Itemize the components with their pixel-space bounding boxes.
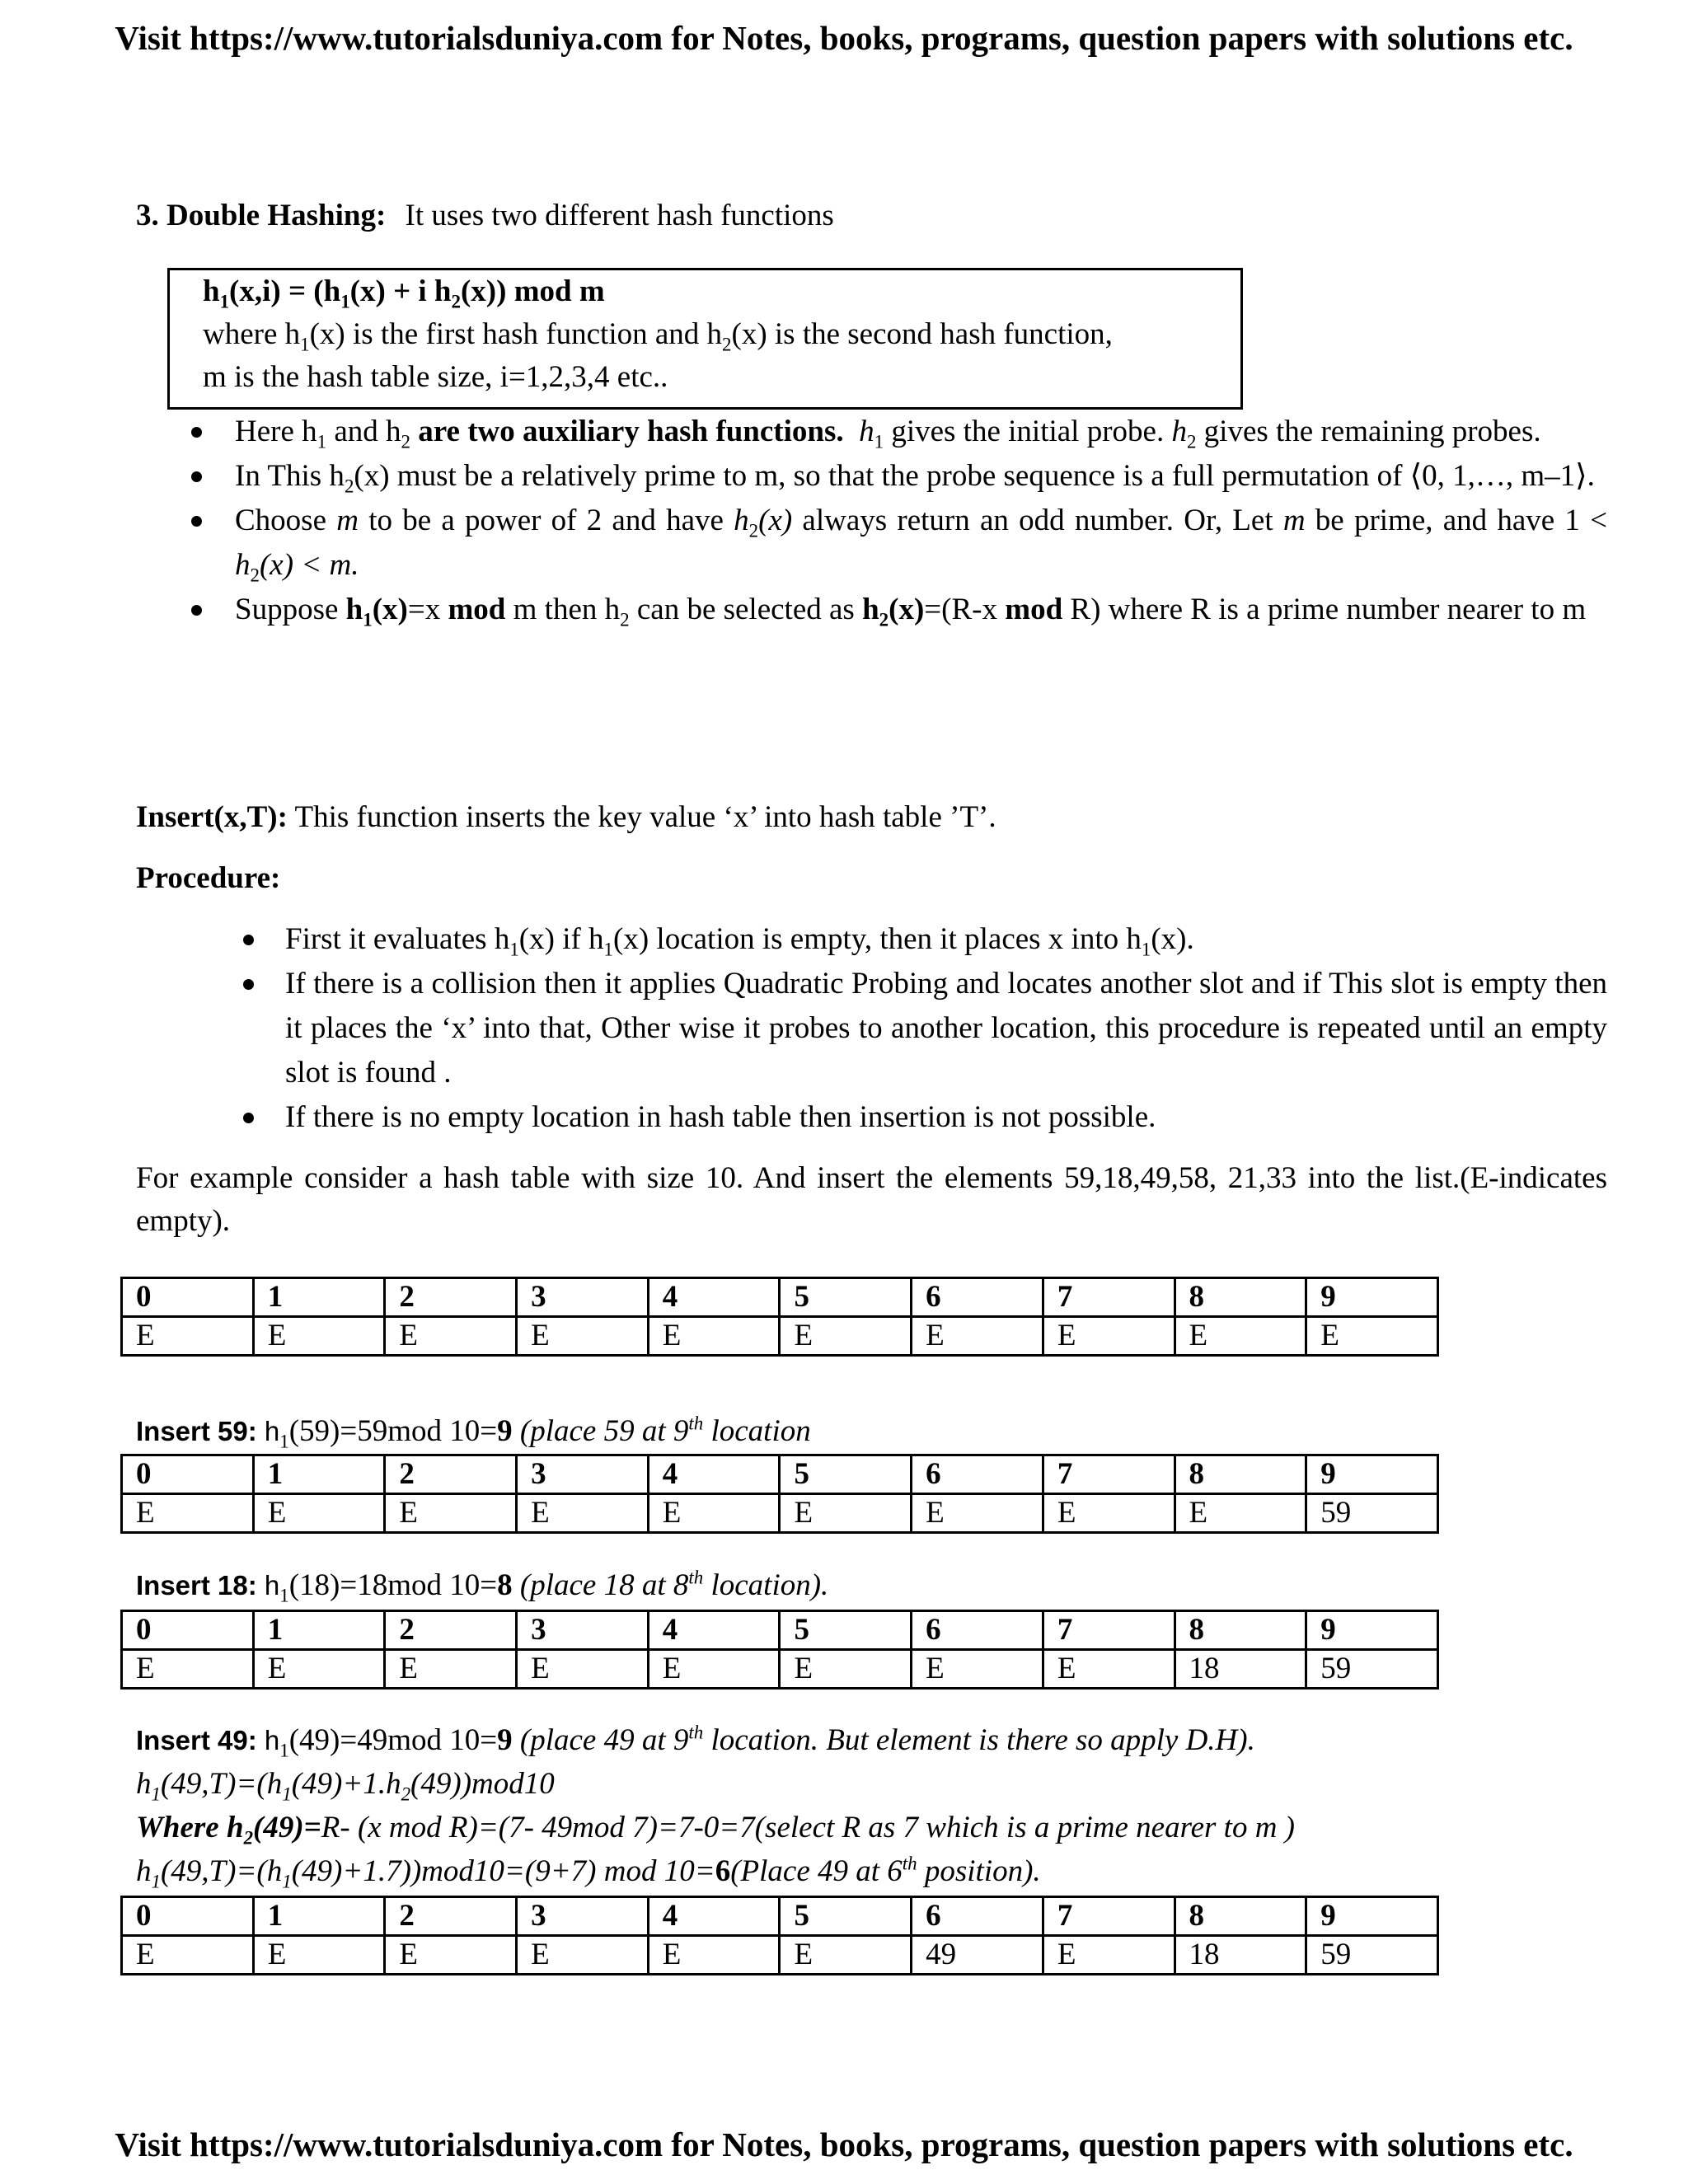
value-cell: E <box>780 1494 912 1533</box>
value-cell: E <box>122 1317 254 1356</box>
procedure-steps <box>285 917 1607 1140</box>
value-cell: E <box>912 1317 1043 1356</box>
value-cell: E <box>1175 1317 1306 1356</box>
index-cell: 9 <box>1306 1278 1438 1317</box>
list-item: In This $h_2(x)$ must be a relatively prime to m, so that the probe sequence is a full permutation of ⟨0, 1,…, m–1⟩. <box>235 454 1607 499</box>
index-cell: 5 <box>780 1611 912 1650</box>
hash-table-after-49 <box>120 1896 1439 1975</box>
final-probe-calculation: $h_1(49,T)=(h_1(49)+1.7))mod10=(9+7)$ mod 10=6(Place 49 at 6th position). <box>136 1853 1041 1892</box>
double-hash-formula: $h_1(49,T)=(h_1(49)+1.h_2(49))mod10$ <box>136 1767 555 1805</box>
index-cell: 0 <box>122 1611 254 1650</box>
example-text: For example consider a hash table with size 10. And insert the elements 59,18,49,58, 21,33 into the list.(E-indicates empty). <box>136 1161 1607 1238</box>
formula-params: m is the hash table size, i=1,2,3,4 etc.. <box>203 360 668 394</box>
index-cell: 1 <box>253 1455 385 1494</box>
value-cell: E <box>517 1650 649 1689</box>
index-cell: 7 <box>1043 1611 1175 1650</box>
value-cell: E <box>648 1650 780 1689</box>
value-cell: E <box>780 1650 912 1689</box>
index-cell: 0 <box>122 1897 254 1936</box>
insert-49-step <box>136 1718 1295 1893</box>
value-cell: E <box>122 1936 254 1975</box>
value-cell: E <box>1175 1494 1306 1533</box>
index-cell: 4 <box>648 1897 780 1936</box>
value-cell: E <box>648 1317 780 1356</box>
index-cell: 7 <box>1043 1455 1175 1494</box>
index-cell: 5 <box>780 1897 912 1936</box>
index-cell: 2 <box>385 1611 517 1650</box>
index-cell: 4 <box>648 1278 780 1317</box>
value-cell: 18 <box>1175 1936 1306 1975</box>
index-cell: 2 <box>385 1897 517 1936</box>
index-cell: 1 <box>253 1897 385 1936</box>
index-cell: 3 <box>517 1278 649 1317</box>
index-cell: 3 <box>517 1897 649 1936</box>
index-cell: 2 <box>385 1278 517 1317</box>
list-item: If there is a collision then it applies Quadratic Probing and locates another slot and if This slot is empty then it places the ‘x’ into that, Other wise it probes to another location, this procedure is repeated until an empty slot is found . <box>285 962 1607 1095</box>
index-cell: 7 <box>1043 1278 1175 1317</box>
value-cell: E <box>517 1936 649 1975</box>
section-heading <box>136 194 834 237</box>
index-cell: 8 <box>1175 1278 1306 1317</box>
section-intro: It uses two different hash functions <box>405 199 834 232</box>
index-cell: 1 <box>253 1611 385 1650</box>
index-cell: 9 <box>1306 1611 1438 1650</box>
index-cell: 5 <box>780 1455 912 1494</box>
value-cell: E <box>780 1317 912 1356</box>
value-cell: E <box>1043 1650 1175 1689</box>
value-cell: E <box>648 1936 780 1975</box>
value-cell: 59 <box>1306 1494 1438 1533</box>
list-item: Suppose $h_1(x)=x$ mod m then $h_2$ can be selected as $h_2(x)=(R-x$ mod R) where R is a prime number nearer to m <box>235 588 1607 632</box>
index-cell: 5 <box>780 1278 912 1317</box>
value-cell: E <box>122 1494 254 1533</box>
value-cell: E <box>912 1494 1043 1533</box>
index-cell: 4 <box>648 1455 780 1494</box>
insert-label: Insert(x,T): <box>136 800 288 834</box>
value-cell: E <box>1043 1317 1175 1356</box>
index-cell: 7 <box>1043 1897 1175 1936</box>
index-cell: 6 <box>912 1278 1043 1317</box>
index-cell: 9 <box>1306 1455 1438 1494</box>
hash-table-after-59 <box>120 1454 1439 1534</box>
value-cell: 59 <box>1306 1650 1438 1689</box>
insert-definition <box>136 796 996 839</box>
index-cell: 4 <box>648 1611 780 1650</box>
index-cell: 8 <box>1175 1611 1306 1650</box>
value-cell: 18 <box>1175 1650 1306 1689</box>
value-cell: 49 <box>912 1936 1043 1975</box>
hash-table-initial <box>120 1277 1439 1357</box>
index-cell: 2 <box>385 1455 517 1494</box>
h2-calculation: Where $h_2(49)=R-$ (x mod R)=(7- 49mod 7)=7-0=7(select R as 7 which is a prime nearer to m ) <box>136 1811 1296 1849</box>
list-item: If there is no empty location in hash table then insertion is not possible. <box>285 1095 1607 1140</box>
value-cell: E <box>253 1317 385 1356</box>
index-cell: 6 <box>912 1611 1043 1650</box>
index-cell: 0 <box>122 1455 254 1494</box>
list-item: First it evaluates $h_1(x)$ if $h_1(x)$ location is empty, then it places x into $h_1(x)$. <box>285 917 1607 962</box>
top-banner: Visit https://www.tutorialsduniya.com for Notes, books, programs, question papers with solutions etc. <box>115 19 1573 57</box>
index-cell: 1 <box>253 1278 385 1317</box>
value-cell: E <box>1306 1317 1438 1356</box>
value-cell: E <box>517 1494 649 1533</box>
hash-table-after-18 <box>120 1610 1439 1690</box>
value-cell: E <box>385 1494 517 1533</box>
insert-description: This function inserts the key value ‘x’ into hash table ’T’. <box>287 800 996 834</box>
index-cell: 8 <box>1175 1455 1306 1494</box>
index-cell: 9 <box>1306 1897 1438 1936</box>
insert-49-line: Insert 49: $h_1(49)=49mod$ 10=9 (place 49 at 9th location. But element is there so apply D.H). <box>136 1722 1255 1761</box>
value-cell: E <box>253 1494 385 1533</box>
index-cell: 6 <box>912 1455 1043 1494</box>
formula-description: where $h_1(x)$ is the first hash function and $h_2(x)$ is the second hash function, <box>203 317 1113 355</box>
section-title: 3. Double Hashing: <box>136 199 387 232</box>
index-cell: 6 <box>912 1897 1043 1936</box>
value-cell: E <box>912 1650 1043 1689</box>
value-cell: E <box>385 1936 517 1975</box>
value-cell: E <box>253 1650 385 1689</box>
value-cell: E <box>1043 1936 1175 1975</box>
index-cell: 3 <box>517 1455 649 1494</box>
value-cell: E <box>648 1494 780 1533</box>
list-item: Choose m to be a power of 2 and have $h_2(x)$ always return an odd number. Or, Let m be prime, and have $1 < h_2(x) < m$. <box>235 499 1607 588</box>
index-cell: 0 <box>122 1278 254 1317</box>
value-cell: E <box>517 1317 649 1356</box>
value-cell: E <box>253 1936 385 1975</box>
value-cell: E <box>122 1650 254 1689</box>
insert-59-step: Insert 59: $h_1(59)=59mod$ 10=9 (place 59 at 9th location <box>136 1413 811 1452</box>
value-cell: E <box>385 1317 517 1356</box>
list-item: Here $h_1$ and $h_2$ are two auxiliary hash functions. $h_1$ gives the initial probe. $h_2$ gives the remaining probes. <box>235 410 1607 454</box>
double-hashing-notes <box>235 410 1607 632</box>
index-cell: 8 <box>1175 1897 1306 1936</box>
value-cell: E <box>780 1936 912 1975</box>
formula-box <box>167 268 1243 410</box>
value-cell: 59 <box>1306 1936 1438 1975</box>
procedure-label: Procedure: <box>136 861 281 895</box>
index-cell: 3 <box>517 1611 649 1650</box>
value-cell: E <box>1043 1494 1175 1533</box>
bottom-banner: Visit https://www.tutorialsduniya.com for Notes, books, programs, question papers with solutions etc. <box>115 2125 1573 2163</box>
formula-line: $h_1(x,i) = (h_1(x) + i$ $h_2(x)$) mod m <box>203 274 605 312</box>
value-cell: E <box>385 1650 517 1689</box>
insert-18-step: Insert 18: $h_1(18)=18mod$ 10=8 (place 18 at 8th location). <box>136 1567 829 1606</box>
